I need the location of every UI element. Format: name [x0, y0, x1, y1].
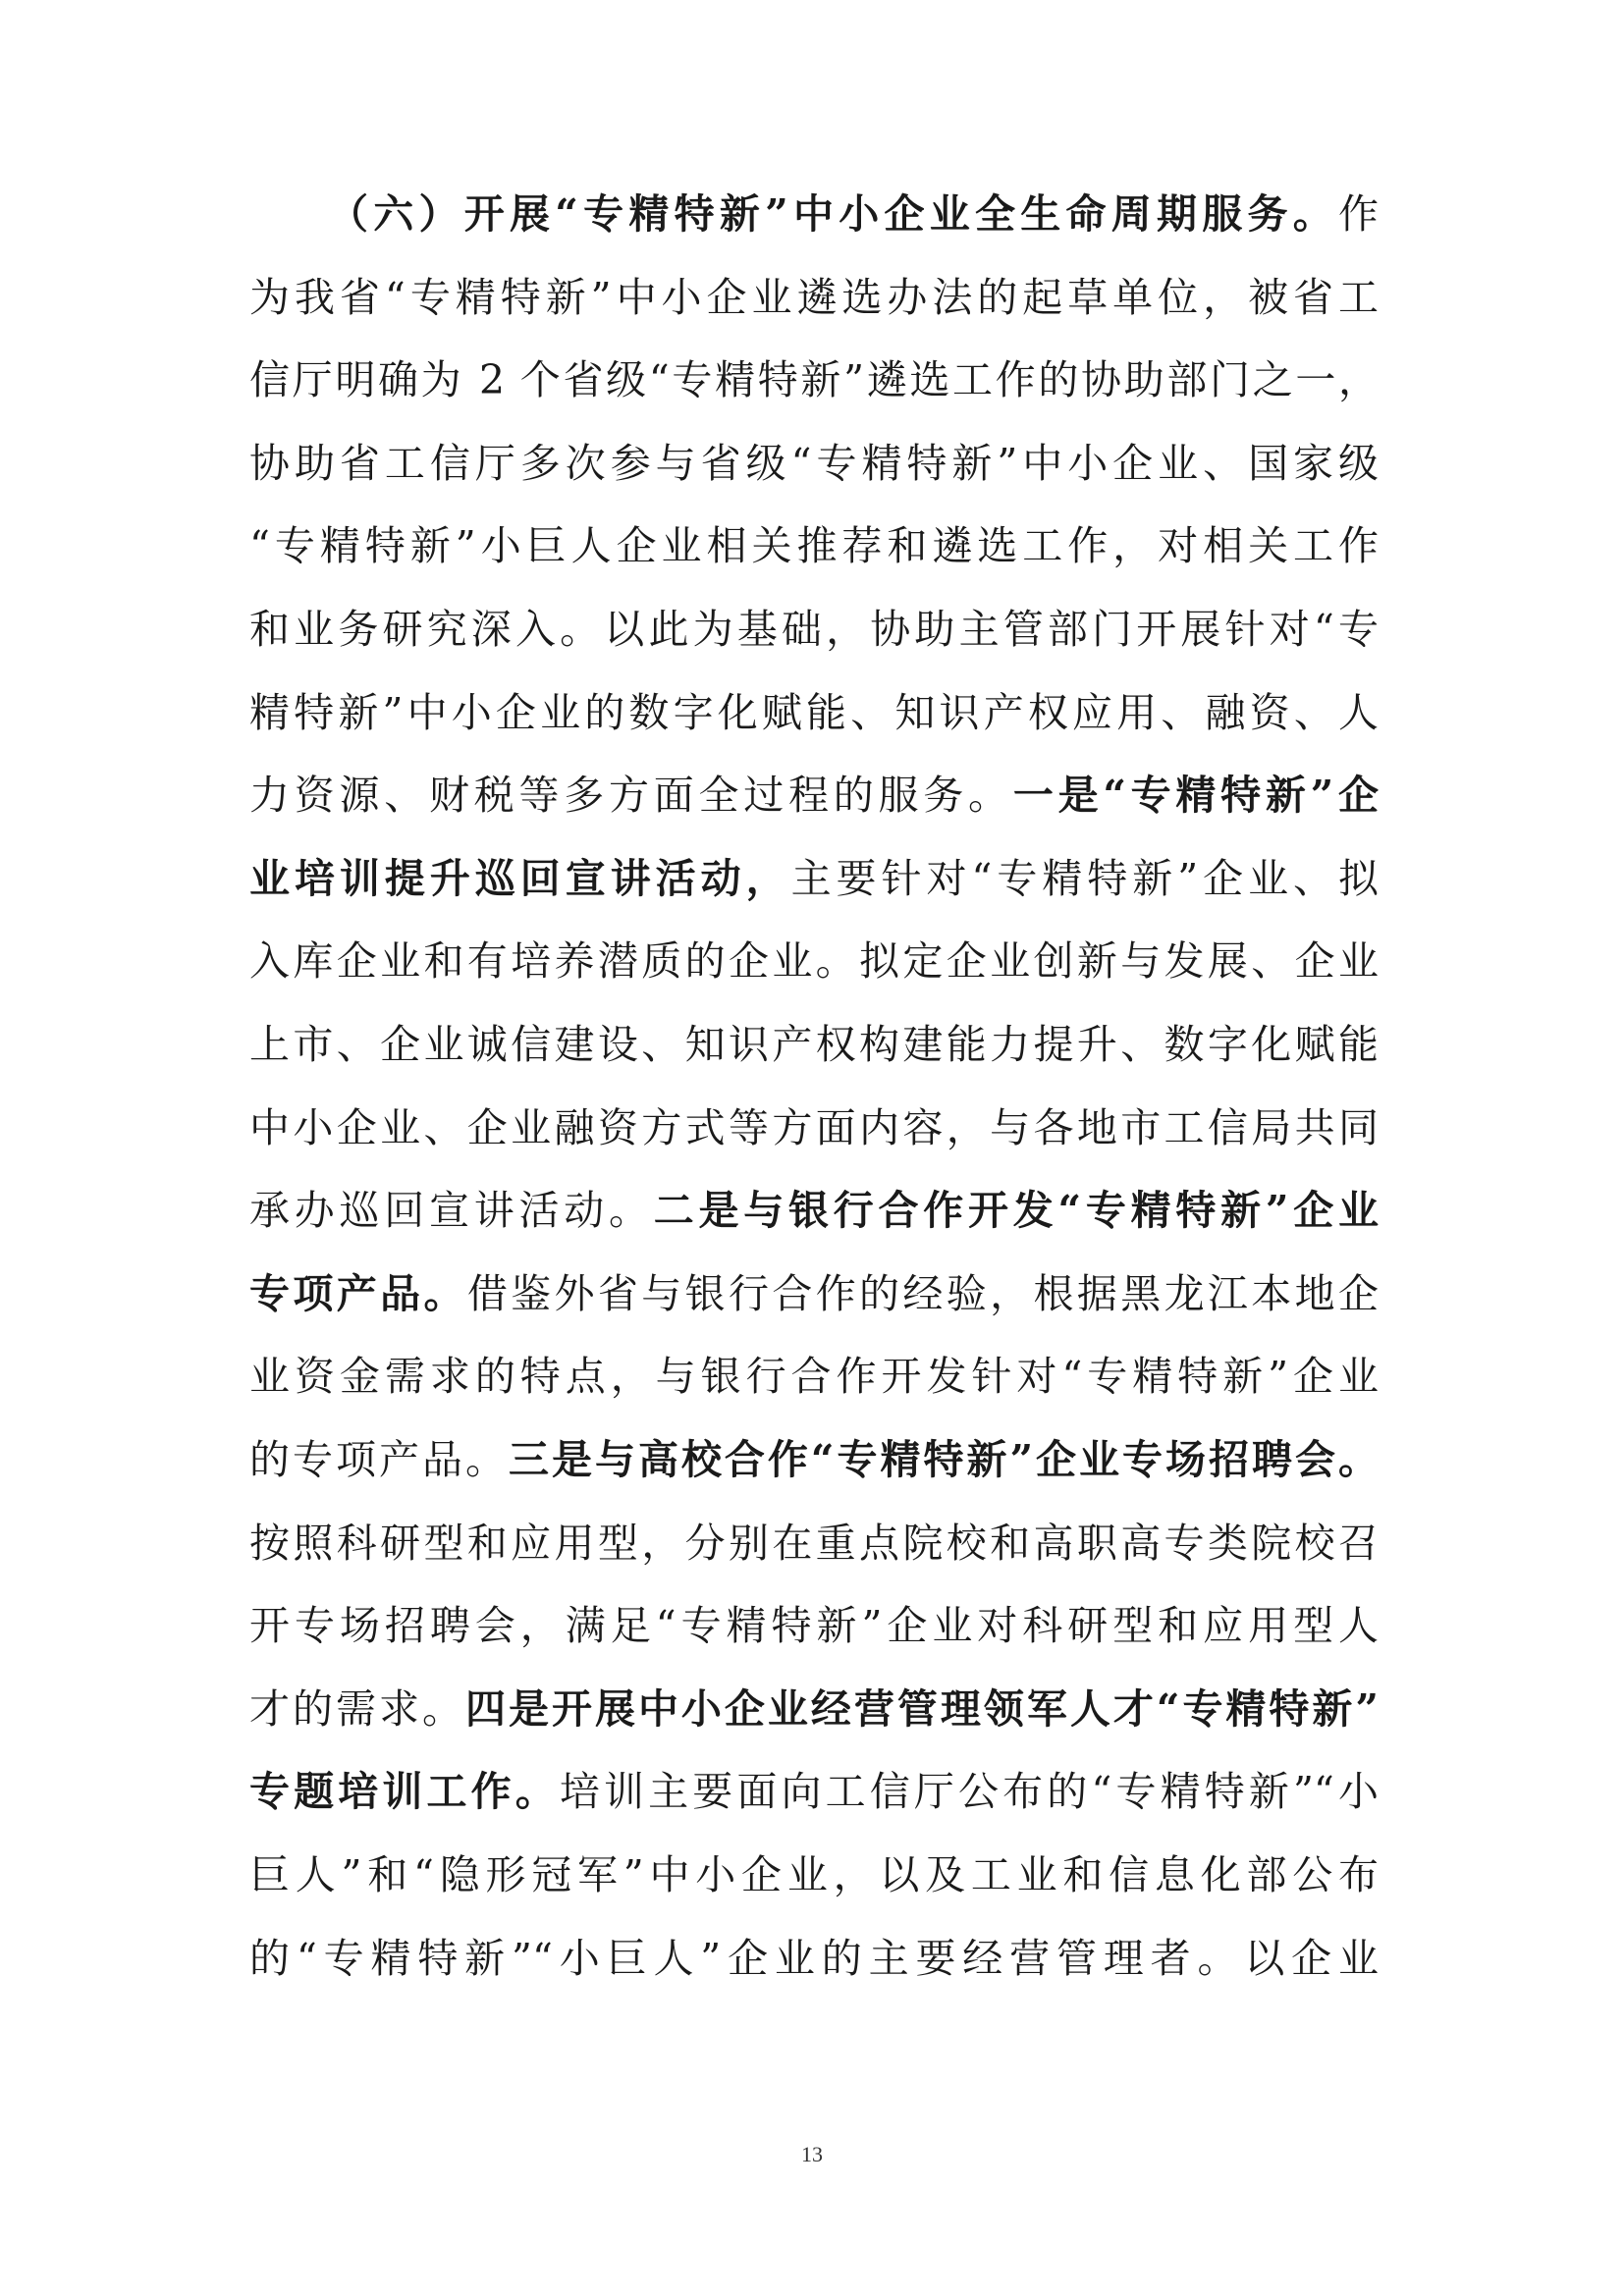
- text-segment: 信厅明确为 2 个省级“专精特新”遴选工作的协助部门之一，: [249, 356, 1379, 404]
- text-segment: “专精特新”小巨人企业相关推荐和遴选工作，对相关工作: [249, 522, 1379, 570]
- text-line: [249, 1015, 1379, 1074]
- text-segment: 精特新”中小企业的数字化赋能、知识产权应用、融资、人: [249, 688, 1379, 736]
- text-segment: 按照科研型和应用型，分别在重点院校和高职高专类院校召: [249, 1519, 1379, 1567]
- text-line: [249, 1347, 1379, 1406]
- text-segment: 借鉴外省与银行合作的经验，根据黑龙江本地企: [466, 1269, 1380, 1317]
- text-segment: 入库企业和有培养潜质的企业。拟定企业创新与发展、企业: [249, 937, 1379, 986]
- text-segment: 和业务研究深入。以此为基础，协助主管部门开展针对“专: [249, 606, 1379, 653]
- text-segment: 协助省工信厅多次参与省级“专精特新”中小企业、国家级: [249, 439, 1379, 487]
- text-segment: 的专项产品。: [249, 1436, 509, 1483]
- text-line: [249, 1929, 1379, 1988]
- text-line: [328, 185, 1379, 243]
- bold-text-segment: 四是开展中小企业经营管理领军人才“专精特新”: [464, 1684, 1379, 1733]
- bold-text-segment: 专题培训工作。: [249, 1768, 560, 1816]
- text-segment: 中小企业、企业融资方式等方面内容，与各地市工信局共同: [249, 1103, 1379, 1151]
- text-segment: 上市、企业诚信建设、知识产权构建能力提升、数字化赋能: [249, 1021, 1379, 1068]
- text-segment: 为我省“专精特新”中小企业遴选办法的起草单位，被省工: [249, 273, 1379, 321]
- text-segment: 才的需求。: [249, 1684, 465, 1733]
- text-segment: 巨人”和“隐形冠军”中小企业，以及工业和信息化部公布: [249, 1851, 1379, 1898]
- text-line: [249, 683, 1379, 742]
- text-segment: 业资金需求的特点，与银行合作开发针对“专精特新”企业: [249, 1353, 1379, 1401]
- text-segment: 培训主要面向工信厅公布的“专精特新”“小: [559, 1768, 1379, 1816]
- text-line: [249, 516, 1379, 575]
- text-segment: 力资源、财税等多方面全过程的服务。: [249, 772, 1013, 820]
- text-line: [249, 1181, 1379, 1240]
- text-segment: 主要针对“专精特新”企业、拟: [790, 854, 1380, 902]
- text-line: [249, 1098, 1379, 1157]
- page-number: 13: [801, 2142, 823, 2166]
- text-line: [249, 1430, 1379, 1489]
- bold-text-segment: 一是“专精特新”企: [1012, 772, 1380, 820]
- text-line: [249, 766, 1379, 825]
- text-line: [249, 1680, 1379, 1738]
- text-segment: 开专场招聘会，满足“专精特新”企业对科研型和应用型人: [249, 1602, 1379, 1650]
- text-line: [249, 350, 1379, 409]
- text-segment: 承办巡回宣讲活动。: [249, 1187, 654, 1235]
- text-segment: 作: [1338, 190, 1379, 238]
- bold-text-segment: 三是与高校合作“专精特新”企业专场招聘会。: [508, 1436, 1380, 1483]
- bold-text-segment: 业培训提升巡回宣讲活动，: [249, 854, 791, 902]
- bold-text-segment: （六）开展“专精特新”中小企业全生命周期服务。: [328, 190, 1338, 238]
- text-line: [249, 1845, 1379, 1904]
- text-line: [249, 1264, 1379, 1323]
- text-line: [249, 932, 1379, 990]
- text-line: [249, 1596, 1379, 1655]
- text-segment: 的“专精特新”“小巨人”企业的主要经营管理者。以企业: [249, 1934, 1379, 1982]
- text-line: [249, 268, 1379, 327]
- text-line: [249, 434, 1379, 493]
- bold-text-segment: 专项产品。: [249, 1269, 467, 1317]
- bold-text-segment: 二是与银行合作开发“专精特新”企业: [653, 1187, 1379, 1235]
- text-line: [249, 1514, 1379, 1573]
- text-line: [249, 600, 1379, 659]
- text-line: [249, 849, 1379, 908]
- text-line: [249, 1762, 1379, 1821]
